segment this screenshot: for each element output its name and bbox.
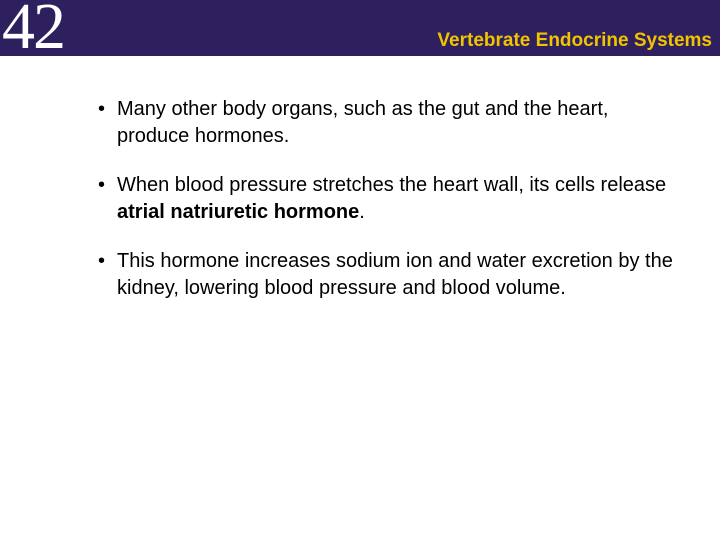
bullet-item — [98, 248, 678, 302]
chapter-number: 42 — [2, 0, 64, 63]
slide-title: Vertebrate Endocrine Systems — [437, 30, 712, 51]
bullet-item — [98, 172, 678, 226]
bold-term: atrial natriuretic hormone — [117, 201, 360, 223]
bullet-text: Many other body organs, such as the gut and the heart, produce hormones. — [117, 98, 609, 147]
bullet-item — [98, 96, 678, 150]
bullet-text: When blood pressure stretches the heart wall, its cells release — [117, 174, 667, 196]
bullet-text: This hormone increases sodium ion and water excretion by the kidney, lowering blood pressure and blood volume. — [117, 250, 673, 299]
bullet-list — [98, 96, 678, 324]
bullet-icon: • — [98, 98, 106, 120]
header-bar — [0, 0, 720, 63]
bullet-icon: • — [98, 250, 106, 272]
bullet-text-end: . — [359, 201, 365, 223]
bullet-icon: • — [98, 174, 106, 196]
